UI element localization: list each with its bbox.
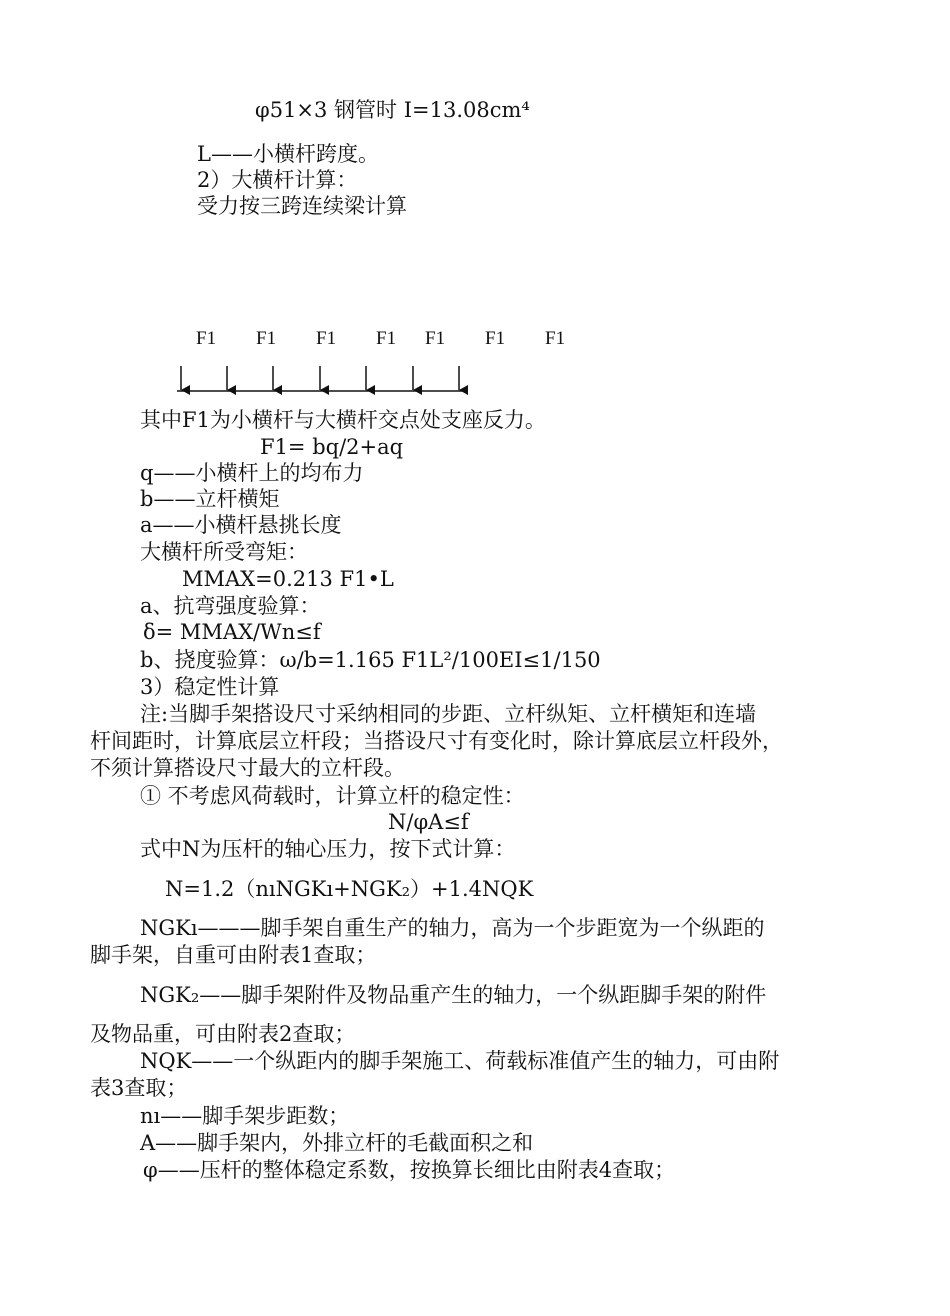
- definition-b: b——立杆横矩: [140, 487, 280, 511]
- force-label: F1: [316, 328, 337, 349]
- note-line-3: 不须计算搭设尺寸最大的立杆段。: [90, 756, 405, 780]
- ngk2-definition-1: NGK₂——脚手架附件及物品重产生的轴力，一个纵距脚手架的附件: [140, 983, 767, 1007]
- definition-a: a——小横杆悬挑长度: [140, 513, 342, 537]
- ngk2-definition-2: 及物品重，可由附表2查取；: [90, 1022, 356, 1046]
- force-label: F1: [256, 328, 277, 349]
- definition-l: L——小横杆跨度。: [197, 142, 379, 166]
- force-label: F1: [196, 328, 217, 349]
- ngk1-definition-1: NGKı———脚手架自重生产的轴力，高为一个步距宽为一个纵距的: [140, 916, 765, 940]
- definition-q: q——小横杆上的均布力: [140, 461, 364, 485]
- moment-of-inertia-line: φ51×3 钢管时 I=13.08cm⁴: [255, 98, 530, 122]
- nqk-definition-1: NQK——一个纵距内的脚手架施工、荷载标准值产生的轴力，可由附: [140, 1049, 780, 1073]
- ngk1-definition-2: 脚手架，自重可由附表1查取；: [90, 943, 377, 967]
- bending-check-heading: a、抗弯强度验算：: [140, 594, 321, 618]
- area-definition: A——脚手架内，外排立杆的毛截面积之和: [140, 1131, 534, 1155]
- stability-case-heading: ① 不考虑风荷载时，计算立杆的稳定性：: [140, 784, 525, 808]
- nqk-definition-2: 表3查取；: [90, 1076, 188, 1100]
- force-label: F1: [485, 328, 506, 349]
- moment-heading: 大横杆所受弯矩：: [140, 540, 308, 564]
- force-label: F1: [425, 328, 446, 349]
- bending-formula: δ= MMAX/Wn≤f: [143, 620, 321, 644]
- note-line-1: 注:当脚手架搭设尺寸采纳相同的步距、立杆纵矩、立杆横矩和连墙: [140, 702, 757, 726]
- mmax-formula: MMAX=0.213 F1•L: [182, 567, 394, 591]
- f1-formula: F1= bq/2+aq: [260, 435, 404, 459]
- calc-method-line: 受力按三跨连续梁计算: [197, 194, 407, 218]
- force-label: F1: [545, 328, 566, 349]
- note-line-2: 杆间距时，计算底层立杆段；当搭设尺寸有变化时，除计算底层立杆段外，: [90, 729, 783, 753]
- n1-definition: nı——脚手架步距数；: [140, 1104, 350, 1128]
- f1-definition: 其中F1为小横杆与大横杆交点处支座反力。: [140, 408, 546, 432]
- n-formula: N=1.2（nıNGKı+NGK₂）+1.4NQK: [165, 877, 534, 901]
- deflection-check: b、挠度验算：ω/b=1.165 F1L²/100EI≤1/150: [140, 648, 601, 672]
- n-intro-line: 式中N为压杆的轴心压力，按下式计算：: [140, 837, 516, 861]
- phi-definition: φ——压杆的整体稳定系数，按换算长细比由附表4查取；: [143, 1158, 676, 1182]
- section-heading-3: 3）稳定性计算: [140, 675, 280, 699]
- force-label: F1: [376, 328, 397, 349]
- stability-formula: N/φA≤f: [388, 810, 469, 834]
- section-heading-2: 2）大横杆计算：: [197, 168, 358, 192]
